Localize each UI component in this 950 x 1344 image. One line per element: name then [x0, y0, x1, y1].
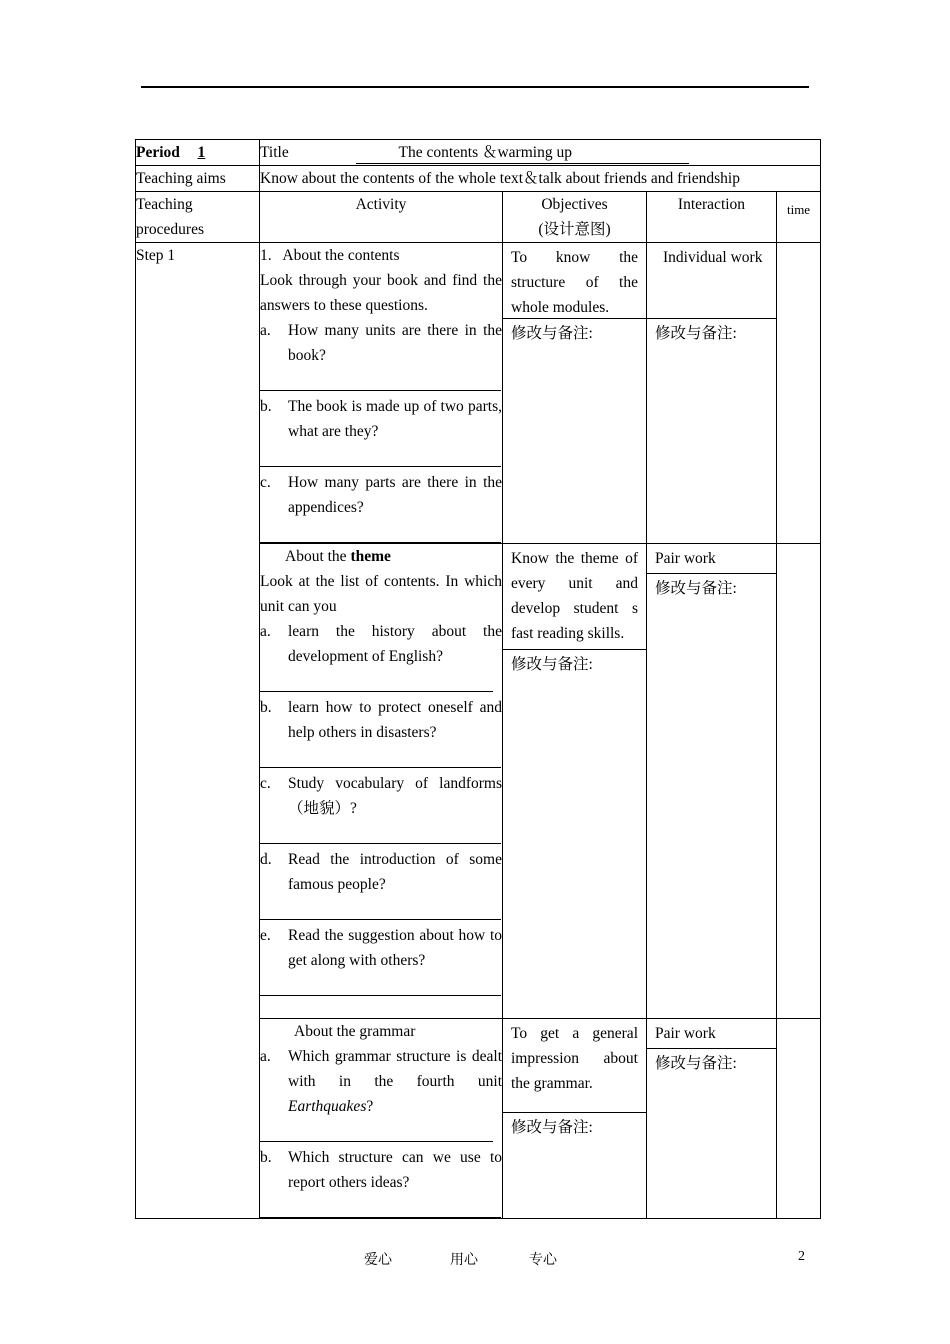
answer-line[interactable] — [260, 368, 501, 391]
block1-interaction: Individual work — [647, 243, 776, 319]
footer-item-focus: 专心 — [529, 1253, 557, 1268]
block2-notes: 修改与备注: — [511, 656, 593, 673]
block2-interaction: Pair work — [647, 544, 776, 574]
header-rule — [141, 86, 809, 88]
question-c: c. Study vocabulary of landforms（地貌）? — [260, 775, 502, 817]
question-a: a. Which grammar structure is dealt with in the fourth unit Earthquakes? — [260, 1048, 502, 1115]
block2-objective: Know the theme of every unit and develop student s fast reading skills. — [503, 544, 646, 650]
interaction-header: Interaction — [647, 192, 777, 243]
question-d: d. Read the introduction of some famous people? — [260, 851, 502, 893]
title-value: The contents ＆warming up — [356, 143, 689, 164]
footer-item-care: 用心 — [450, 1253, 478, 1268]
question-a: a. learn the history about the development of English? — [260, 623, 502, 665]
question-a: a. How many units are there in the book? — [260, 322, 502, 364]
answer-line[interactable] — [260, 669, 493, 692]
block3-notes: 修改与备注: — [511, 1119, 593, 1136]
aims-row — [136, 166, 821, 192]
answer-line[interactable] — [260, 444, 501, 467]
block3-objective: To get a general impression about the grammar. — [503, 1019, 646, 1113]
activity-block1 — [260, 243, 503, 544]
interaction-block3 — [647, 1019, 777, 1219]
answer-line[interactable] — [260, 821, 501, 844]
answer-line[interactable] — [260, 897, 501, 920]
block2-heading: About the theme — [285, 548, 391, 565]
period-row — [136, 140, 821, 166]
column-header-row — [136, 192, 821, 243]
block2-intro: Look at the list of contents. In which unit can you — [260, 573, 502, 615]
footer-item-love: 爱心 — [364, 1253, 392, 1268]
answer-line[interactable] — [260, 1119, 493, 1142]
objective-block3 — [503, 1019, 647, 1219]
activity-header: Activity — [260, 192, 503, 243]
interaction-block2 — [647, 544, 777, 1019]
time-block2 — [777, 544, 821, 1019]
question-c: c. How many parts are there in the appendices? — [260, 474, 502, 516]
activity-block2 — [260, 544, 503, 1019]
time-block3 — [777, 1019, 821, 1219]
time-block1 — [777, 243, 821, 544]
question-b: b. The book is made up of two parts, what are they? — [260, 398, 502, 440]
aims-label: Teaching aims — [136, 166, 260, 192]
question-b: b. Which structure can we use to report others ideas? — [260, 1149, 502, 1191]
answer-line[interactable] — [260, 1195, 501, 1218]
time-header: time — [777, 192, 821, 243]
block3-interaction: Pair work — [647, 1019, 776, 1049]
objectives-sub: (设计意图) — [538, 221, 611, 238]
period-label: Period — [136, 144, 180, 161]
objective-block1 — [503, 243, 647, 544]
step-label: Step 1 — [136, 243, 260, 1219]
aims-value: Know about the contents of the whole text＆talk about friends and friendship — [260, 166, 821, 192]
step1-block1-row — [136, 243, 821, 544]
title-label: Title — [260, 144, 289, 161]
interaction-block1 — [647, 243, 777, 544]
question-b: b. learn how to protect oneself and help others in disasters? — [260, 699, 502, 741]
block3-interaction-notes: 修改与备注: — [655, 1055, 737, 1072]
answer-line[interactable] — [260, 520, 501, 543]
block1-interaction-notes: 修改与备注: — [655, 325, 737, 342]
page-number: 2 — [798, 1249, 805, 1264]
question-e: e. Read the suggestion about how to get along with others? — [260, 927, 502, 969]
activity-block3 — [260, 1019, 503, 1219]
objectives-header — [503, 192, 647, 243]
period-cell — [136, 140, 260, 166]
answer-line[interactable] — [260, 973, 501, 996]
block1-objective: To know the structure of the whole modules. — [503, 243, 646, 319]
procedures-label: Teaching procedures — [136, 192, 260, 243]
block3-heading: About the grammar — [294, 1023, 416, 1040]
block2-interaction-notes: 修改与备注: — [655, 580, 737, 597]
block1-heading: 1. About the contents — [260, 247, 400, 264]
objectives-label: Objectives — [541, 196, 608, 213]
title-cell — [260, 140, 821, 166]
answer-line[interactable] — [260, 745, 501, 768]
period-number: 1 — [197, 144, 206, 161]
block1-intro: Look through your book and find the answers to these questions. — [260, 272, 502, 314]
objective-block2 — [503, 544, 647, 1019]
block1-notes: 修改与备注: — [511, 325, 593, 342]
lesson-plan-table — [135, 139, 821, 1219]
